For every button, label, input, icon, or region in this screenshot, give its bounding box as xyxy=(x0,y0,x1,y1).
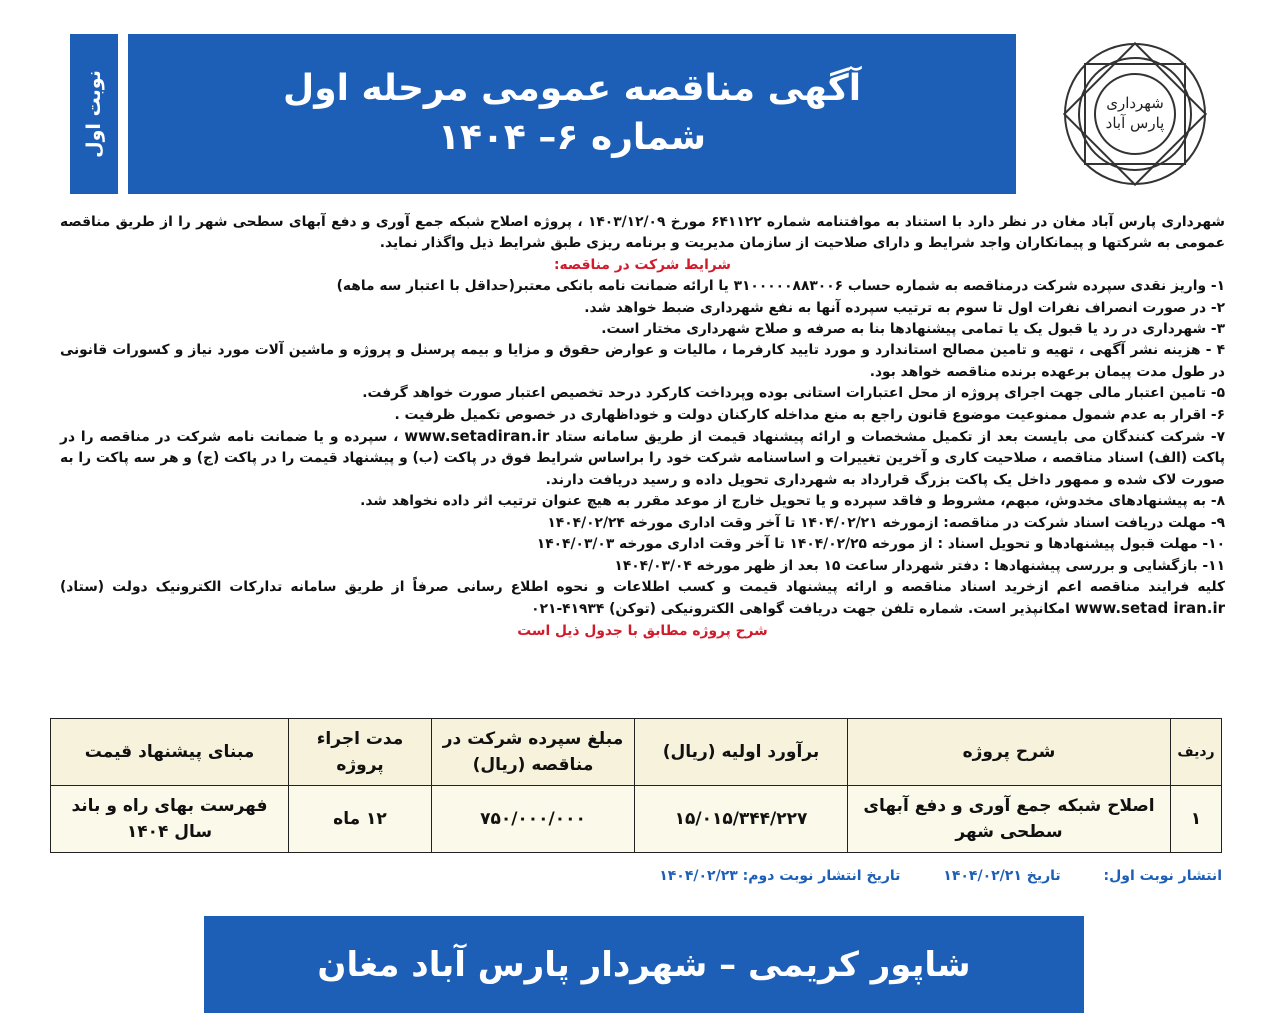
condition-9: ۹- مهلت دریافت اسناد شرکت در مناقصه: ازمورخه ۱۴۰۴/۰۲/۲۱ تا آخر وقت اداری مورخه ۱۴۰۴/۰۲/۲۴ xyxy=(547,514,1225,531)
condition-1: ۱- واریز نقدی سپرده شرکت درمناقصه به شماره حساب ۳۱۰۰۰۰۰۸۸۳۰۰۶ یا ارائه ضمانت نامه بانکی معتبر(حداقل با اعتبار سه ماهه) xyxy=(336,278,1225,295)
project-table xyxy=(50,718,1222,853)
cell-estimate: ۱۵/۰۱۵/۳۴۴/۲۲۷ xyxy=(635,786,848,853)
notice-title: آگهی مناقصه عمومی مرحله اول xyxy=(282,68,862,110)
first-publish-date: تاریخ ۱۴۰۴/۰۲/۲۱ xyxy=(943,868,1061,884)
col-header-estimate: برآورد اولیه (ریال) xyxy=(635,719,848,786)
signature-banner xyxy=(204,916,1084,1013)
final-part-b: امکانپذیر است. شماره تلفن جهت دریافت گواهی الکترونیکی (توکن) ۴۱۹۳۴-۰۲۱ xyxy=(531,601,1070,618)
cell-row-number: ۱ xyxy=(1171,786,1222,853)
notice-header xyxy=(70,34,1230,194)
table-caption: شرح پروژه مطابق با جدول ذیل است xyxy=(517,622,768,639)
first-publish-label: انتشار نوبت اول: xyxy=(1103,868,1222,884)
final-paragraph xyxy=(60,577,1225,621)
conditions-title: شرایط شرکت در مناقصه: xyxy=(554,256,731,273)
condition-5: ۵- تامین اعتبار مالی جهت اجرای پروژه از محل اعتبارات استانی بوده وپرداخت کارکرد درحد تخصیص اعتبار صورت خواهد گرفت. xyxy=(362,385,1225,402)
publish-dates xyxy=(60,868,1222,884)
col-header-duration: مدت اجراء پروژه xyxy=(289,719,432,786)
cell-deposit: ۷۵۰/۰۰۰/۰۰۰ xyxy=(432,786,635,853)
setad-link[interactable]: www.setadiran.ir xyxy=(404,427,550,446)
cell-description: اصلاح شبکه جمع آوری و دفع آبهای سطحی شهر xyxy=(848,786,1171,853)
municipality-logo xyxy=(1040,34,1230,194)
col-header-deposit: مبلغ سپرده شرکت در مناقصه (ریال) xyxy=(432,719,635,786)
notice-number: شماره ۶– ۱۴۰۴ xyxy=(438,117,706,158)
second-publish-date: تاریخ انتشار نوبت دوم: ۱۴۰۴/۰۲/۲۳ xyxy=(659,868,901,884)
cell-duration: ۱۲ ماه xyxy=(289,786,432,853)
cell-price-basis: فهرست بهای راه و باند سال ۱۴۰۴ xyxy=(51,786,289,853)
condition-10: ۱۰- مهلت قبول پیشنهادها و تحویل اسناد : از مورخه ۱۴۰۴/۰۲/۲۵ تا آخر وقت اداری مورخه ۱۴۰۴/۰۳/۰۳ xyxy=(536,536,1225,553)
condition-7 xyxy=(60,426,1225,491)
condition-8: ۸- به پیشنهادهای مخدوش، مبهم، مشروط و فاقد سپرده و یا تحویل خارج از موعد مقرر به هیچ عنوان ترتیب اثر داده نخواهد شد. xyxy=(360,493,1225,510)
condition-7-part-b: ، سپرده و یا ضمانت نامه شرکت در مناقصه را در پاکت (الف) اسناد مناقصه ، صلاحیت کاری و آخرین تغییرات و اساسنامه شرکت خود را براساس شرایط فوق در پاکت (ب) و پیشنهاد قیمت را در پاکت (ج) و هر سه پاکت را به صورت لاک شده و ممهور داخل یک پاکت بزرگ قرارداد به شهرداری تحویل داده و رسید دریافت دارند. xyxy=(60,429,1225,488)
condition-6: ۶- اقرار به عدم شمول ممنوعیت موضوع قانون راجع به منع مداخله کارکنان دولت و خوداظهاری در خصوص تکمیل ظرفیت . xyxy=(394,406,1225,423)
round-label: نوبت اول xyxy=(83,70,105,158)
final-part-a: کلیه فرایند مناقصه اعم ازخرید اسناد مناقصه و ارائه پیشنهاد قیمت و کسب اطلاعات و نحوه اطلاع رسانی صرفاً از طریق سامانه تدارکات الکترونیک دولت (ستاد) xyxy=(60,578,1225,595)
col-header-description: شرح پروژه xyxy=(848,719,1171,786)
signature-text: شاپور کریمی – شهردار پارس آباد مغان xyxy=(317,944,971,985)
condition-2: ۲- در صورت انصراف نفرات اول تا سوم به ترتیب سپرده آنها به نفع شهرداری ضبط خواهد شد. xyxy=(584,299,1225,316)
col-header-price-basis: مبنای پیشنهاد قیمت xyxy=(51,719,289,786)
intro-paragraph: شهرداری پارس آباد مغان در نظر دارد با استناد به موافتنامه شماره ۶۴۱۱۲۲ مورخ ۱۴۰۳/۱۲/۰۹ ، پروژه اصلاح شبکه جمع آوری و دفع آبهای سطحی شهر را از طریق مناقصه عمومی به شرکتها و پیمانکاران واجد شرایط و دارای صلاحیت از سازمان مدیریت و برنامه ریزی طبق شرایط ذیل واگذار نماید. xyxy=(60,214,1225,252)
condition-3: ۳- شهرداری در رد یا قبول یک یا تمامی پیشنهادها بنا به صرفه و صلاح شهرداری مختار است. xyxy=(601,321,1225,338)
table-header-row xyxy=(51,719,1222,786)
logo-text-line1: شهرداری xyxy=(1106,94,1164,112)
condition-4: ۴ - هزینه نشر آگهی ، تهیه و تامین مصالح استاندارد و مورد تایید کارفرما ، مالیات و عوارض حقوق و مزایا و بیمه پرسنل و پروژه و ماشین آلات مورد نیاز و کسورات قانونی در طول مدت پیمان برعهده برنده مناقصه خواهد بود. xyxy=(60,342,1225,380)
logo-text-line2: پارس آباد xyxy=(1105,113,1165,132)
notice-body xyxy=(60,212,1225,642)
table-row xyxy=(51,786,1222,853)
round-label-box xyxy=(70,34,118,194)
title-box xyxy=(128,34,1016,194)
setad-link-2[interactable]: www.setad iran.ir xyxy=(1074,599,1225,618)
condition-11: ۱۱- بازگشایی و بررسی پیشنهادها : دفتر شهردار ساعت ۱۵ بعد از ظهر مورخه ۱۴۰۴/۰۳/۰۴ xyxy=(614,557,1225,574)
condition-7-part-a: ۷- شرکت کنندگان می بایست بعد از تکمیل مشخصات و ارائه پیشنهاد قیمت از طریق سامانه ستاد xyxy=(555,429,1225,446)
col-header-row-number: ردیف xyxy=(1171,719,1222,786)
